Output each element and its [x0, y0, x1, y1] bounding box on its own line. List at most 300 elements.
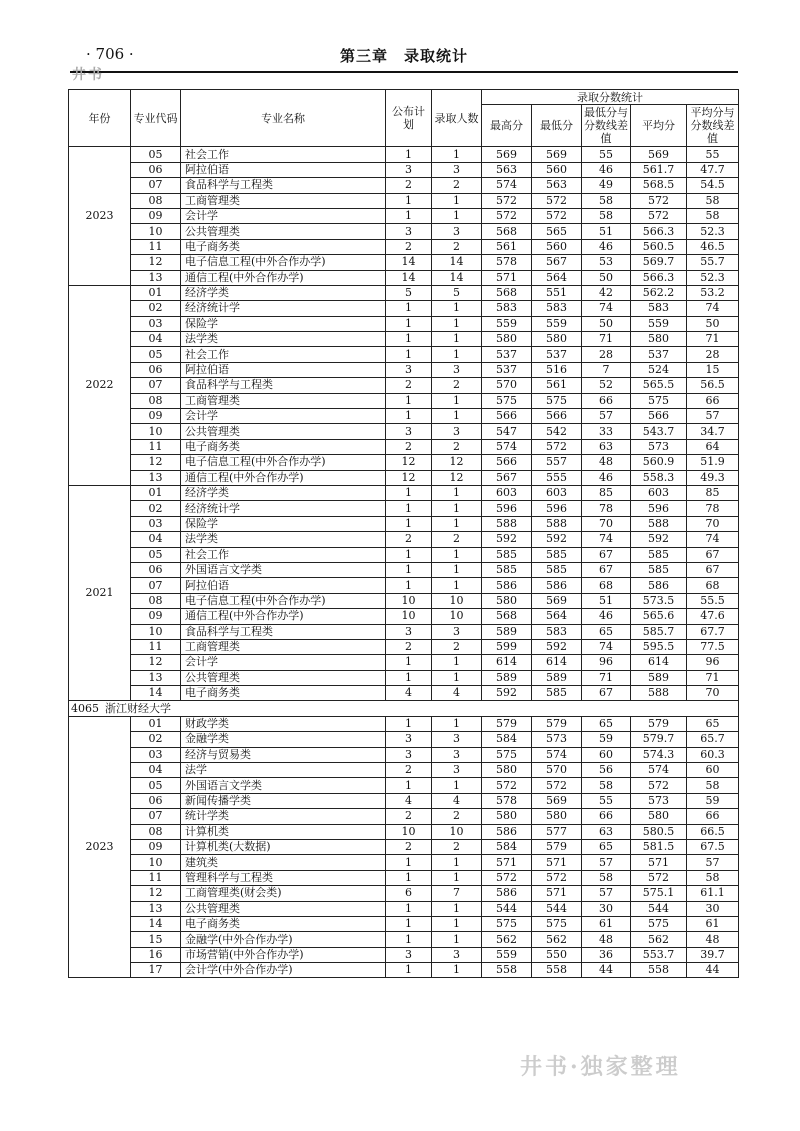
table-row — [69, 901, 739, 916]
table-row — [69, 655, 739, 670]
cell-min-diff: 63 — [582, 439, 631, 454]
cell-max: 592 — [482, 532, 532, 547]
cell-max: 592 — [482, 686, 532, 701]
cell-plan: 3 — [386, 224, 432, 239]
cell-avg-diff: 64 — [687, 439, 739, 454]
table-row — [69, 793, 739, 808]
cell-min-diff: 68 — [582, 578, 631, 593]
cell-code: 02 — [131, 301, 181, 316]
table-row — [69, 932, 739, 947]
cell-min-diff: 60 — [582, 747, 631, 762]
cell-code: 07 — [131, 578, 181, 593]
cell-avg: 524 — [631, 362, 687, 377]
cell-max: 566 — [482, 455, 532, 470]
table-row — [69, 270, 739, 285]
cell-admitted: 3 — [432, 947, 482, 962]
cell-max: 574 — [482, 178, 532, 193]
table-body — [69, 147, 739, 978]
cell-plan: 2 — [386, 178, 432, 193]
cell-min-diff: 63 — [582, 824, 631, 839]
cell-min-diff: 66 — [582, 809, 631, 824]
cell-plan: 1 — [386, 409, 432, 424]
cell-max: 599 — [482, 639, 532, 654]
cell-name: 管理科学与工程类 — [181, 870, 386, 885]
cell-avg-diff: 48 — [687, 932, 739, 947]
cell-code: 13 — [131, 670, 181, 685]
page-header — [70, 43, 738, 71]
cell-code: 09 — [131, 609, 181, 624]
cell-min-diff: 46 — [582, 162, 631, 177]
cell-avg-diff: 65 — [687, 716, 739, 731]
cell-avg-diff: 44 — [687, 963, 739, 978]
cell-admitted: 1 — [432, 501, 482, 516]
table-row — [69, 316, 739, 331]
cell-min: 571 — [532, 855, 582, 870]
cell-max: 575 — [482, 393, 532, 408]
cell-name: 会计学 — [181, 409, 386, 424]
cell-min: 565 — [532, 224, 582, 239]
cell-max: 589 — [482, 624, 532, 639]
table-row — [69, 547, 739, 562]
table-row — [69, 593, 739, 608]
cell-avg-diff: 85 — [687, 485, 739, 500]
cell-min: 572 — [532, 870, 582, 885]
cell-avg-diff: 49.3 — [687, 470, 739, 485]
cell-min-diff: 48 — [582, 455, 631, 470]
table-row — [69, 947, 739, 962]
cell-admitted: 1 — [432, 963, 482, 978]
cell-max: 571 — [482, 270, 532, 285]
cell-max: 575 — [482, 747, 532, 762]
cell-avg: 595.5 — [631, 639, 687, 654]
cell-avg: 566 — [631, 409, 687, 424]
cell-min-diff: 46 — [582, 239, 631, 254]
cell-avg-diff: 55.5 — [687, 593, 739, 608]
cell-code: 04 — [131, 532, 181, 547]
cell-min: 589 — [532, 670, 582, 685]
cell-avg-diff: 59 — [687, 793, 739, 808]
table-row — [69, 747, 739, 762]
cell-code: 03 — [131, 516, 181, 531]
col-min: 最低分 — [532, 105, 582, 147]
cell-min: 569 — [532, 793, 582, 808]
table-row — [69, 732, 739, 747]
cell-name: 经济统计学 — [181, 301, 386, 316]
cell-max: 547 — [482, 424, 532, 439]
cell-plan: 1 — [386, 193, 432, 208]
cell-avg-diff: 50 — [687, 316, 739, 331]
cell-admitted: 4 — [432, 686, 482, 701]
cell-avg: 568.5 — [631, 178, 687, 193]
cell-avg: 592 — [631, 532, 687, 547]
admission-table — [68, 89, 739, 978]
cell-code: 05 — [131, 347, 181, 362]
cell-code: 09 — [131, 409, 181, 424]
cell-avg-diff: 60 — [687, 763, 739, 778]
cell-plan: 4 — [386, 793, 432, 808]
cell-admitted: 2 — [432, 809, 482, 824]
cell-plan: 4 — [386, 686, 432, 701]
cell-admitted: 3 — [432, 424, 482, 439]
table-row — [69, 609, 739, 624]
cell-avg: 585 — [631, 547, 687, 562]
cell-plan: 1 — [386, 501, 432, 516]
section-university: 浙江财经大学 — [105, 701, 171, 715]
cell-name: 计算机类(大数据) — [181, 839, 386, 854]
cell-code: 08 — [131, 824, 181, 839]
cell-min-diff: 96 — [582, 655, 631, 670]
cell-plan: 3 — [386, 424, 432, 439]
cell-admitted: 1 — [432, 147, 482, 162]
cell-code: 12 — [131, 655, 181, 670]
cell-code: 13 — [131, 270, 181, 285]
table-row — [69, 178, 739, 193]
cell-max: 585 — [482, 547, 532, 562]
cell-min: 579 — [532, 839, 582, 854]
cell-min: 575 — [532, 393, 582, 408]
cell-code: 06 — [131, 162, 181, 177]
cell-min-diff: 51 — [582, 224, 631, 239]
cell-admitted: 2 — [432, 378, 482, 393]
cell-min-diff: 78 — [582, 501, 631, 516]
cell-admitted: 1 — [432, 870, 482, 885]
cell-min-diff: 55 — [582, 793, 631, 808]
cell-avg-diff: 66 — [687, 809, 739, 824]
cell-min-diff: 46 — [582, 470, 631, 485]
cell-min: 551 — [532, 285, 582, 300]
cell-name: 食品科学与工程类 — [181, 378, 386, 393]
cell-admitted: 1 — [432, 485, 482, 500]
col-code: 专业代码 — [131, 90, 181, 147]
cell-min-diff: 71 — [582, 670, 631, 685]
table-row — [69, 763, 739, 778]
cell-avg-diff: 28 — [687, 347, 739, 362]
cell-avg-diff: 55.7 — [687, 255, 739, 270]
cell-min: 567 — [532, 255, 582, 270]
cell-min-diff: 74 — [582, 639, 631, 654]
cell-plan: 1 — [386, 963, 432, 978]
cell-min: 560 — [532, 162, 582, 177]
cell-min: 560 — [532, 239, 582, 254]
cell-avg: 579 — [631, 716, 687, 731]
cell-avg-diff: 67.7 — [687, 624, 739, 639]
cell-plan: 2 — [386, 839, 432, 854]
cell-min-diff: 42 — [582, 285, 631, 300]
cell-max: 579 — [482, 716, 532, 731]
cell-admitted: 1 — [432, 670, 482, 685]
cell-name: 工商管理类 — [181, 193, 386, 208]
cell-code: 13 — [131, 470, 181, 485]
cell-min-diff: 66 — [582, 393, 631, 408]
cell-code: 14 — [131, 686, 181, 701]
cell-plan: 1 — [386, 347, 432, 362]
cell-plan: 1 — [386, 547, 432, 562]
cell-admitted: 3 — [432, 747, 482, 762]
cell-avg-diff: 77.5 — [687, 639, 739, 654]
cell-min-diff: 74 — [582, 532, 631, 547]
cell-min: 586 — [532, 578, 582, 593]
cell-min-diff: 67 — [582, 562, 631, 577]
cell-code: 12 — [131, 886, 181, 901]
cell-max: 574 — [482, 439, 532, 454]
cell-avg: 571 — [631, 855, 687, 870]
cell-min-diff: 67 — [582, 547, 631, 562]
cell-code: 01 — [131, 485, 181, 500]
cell-plan: 3 — [386, 624, 432, 639]
cell-max: 580 — [482, 332, 532, 347]
cell-min: 561 — [532, 378, 582, 393]
cell-avg-diff: 61 — [687, 916, 739, 931]
cell-avg-diff: 71 — [687, 332, 739, 347]
cell-code: 16 — [131, 947, 181, 962]
cell-admitted: 1 — [432, 193, 482, 208]
col-plan: 公布计划 — [386, 90, 432, 147]
cell-avg: 575 — [631, 393, 687, 408]
cell-avg: 565.6 — [631, 609, 687, 624]
cell-name: 阿拉伯语 — [181, 162, 386, 177]
table-row — [69, 670, 739, 685]
cell-min: 562 — [532, 932, 582, 947]
cell-admitted: 1 — [432, 393, 482, 408]
cell-min: 573 — [532, 732, 582, 747]
table-row — [69, 485, 739, 500]
cell-plan: 1 — [386, 485, 432, 500]
cell-max: 588 — [482, 516, 532, 531]
cell-min-diff: 52 — [582, 378, 631, 393]
cell-max: 596 — [482, 501, 532, 516]
cell-code: 06 — [131, 562, 181, 577]
cell-name: 经济统计学 — [181, 501, 386, 516]
table-row — [69, 470, 739, 485]
cell-avg-diff: 56.5 — [687, 378, 739, 393]
cell-avg: 562 — [631, 932, 687, 947]
cell-code: 10 — [131, 424, 181, 439]
cell-min: 564 — [532, 609, 582, 624]
cell-min-diff: 36 — [582, 947, 631, 962]
cell-plan: 3 — [386, 362, 432, 377]
cell-max: 578 — [482, 255, 532, 270]
cell-admitted: 1 — [432, 655, 482, 670]
cell-admitted: 2 — [432, 439, 482, 454]
cell-avg-diff: 66 — [687, 393, 739, 408]
cell-plan: 2 — [386, 239, 432, 254]
cell-min-diff: 30 — [582, 901, 631, 916]
cell-code: 06 — [131, 362, 181, 377]
cell-name: 统计学类 — [181, 809, 386, 824]
cell-max: 584 — [482, 732, 532, 747]
cell-min: 542 — [532, 424, 582, 439]
cell-max: 567 — [482, 470, 532, 485]
cell-name: 通信工程(中外合作办学) — [181, 270, 386, 285]
page-number: · 706 · — [86, 45, 134, 63]
table-row — [69, 624, 739, 639]
cell-plan: 5 — [386, 285, 432, 300]
table-row — [69, 639, 739, 654]
cell-plan: 6 — [386, 886, 432, 901]
cell-min-diff: 65 — [582, 716, 631, 731]
cell-plan: 14 — [386, 270, 432, 285]
cell-avg-diff: 58 — [687, 778, 739, 793]
cell-min: 557 — [532, 455, 582, 470]
cell-name: 金融学类 — [181, 732, 386, 747]
cell-name: 保险学 — [181, 316, 386, 331]
cell-avg-diff: 15 — [687, 362, 739, 377]
cell-max: 544 — [482, 901, 532, 916]
cell-name: 电子商务类 — [181, 439, 386, 454]
cell-min-diff: 67 — [582, 686, 631, 701]
table-row — [69, 162, 739, 177]
cell-min: 580 — [532, 809, 582, 824]
col-min-diff: 最低分与分数线差值 — [582, 105, 631, 147]
cell-plan: 12 — [386, 470, 432, 485]
cell-code: 03 — [131, 747, 181, 762]
cell-code: 05 — [131, 778, 181, 793]
cell-name: 通信工程(中外合作办学) — [181, 609, 386, 624]
cell-min: 580 — [532, 332, 582, 347]
table-row — [69, 147, 739, 162]
cell-avg: 585.7 — [631, 624, 687, 639]
cell-code: 05 — [131, 547, 181, 562]
table-row — [69, 393, 739, 408]
cell-name: 会计学(中外合作办学) — [181, 963, 386, 978]
cell-min-diff: 44 — [582, 963, 631, 978]
cell-admitted: 1 — [432, 716, 482, 731]
cell-min-diff: 48 — [582, 932, 631, 947]
cell-plan: 1 — [386, 870, 432, 885]
cell-avg-diff: 60.3 — [687, 747, 739, 762]
cell-avg-diff: 67 — [687, 562, 739, 577]
cell-admitted: 10 — [432, 609, 482, 624]
cell-admitted: 14 — [432, 255, 482, 270]
cell-plan: 3 — [386, 947, 432, 962]
cell-plan: 14 — [386, 255, 432, 270]
cell-code: 09 — [131, 839, 181, 854]
cell-avg: 553.7 — [631, 947, 687, 962]
cell-avg-diff: 54.5 — [687, 178, 739, 193]
cell-name: 电子商务类 — [181, 239, 386, 254]
cell-min: 564 — [532, 270, 582, 285]
cell-plan: 1 — [386, 901, 432, 916]
cell-avg: 589 — [631, 670, 687, 685]
cell-admitted: 1 — [432, 578, 482, 593]
cell-max: 572 — [482, 778, 532, 793]
cell-avg-diff: 74 — [687, 301, 739, 316]
cell-min-diff: 56 — [582, 763, 631, 778]
cell-avg-diff: 58 — [687, 208, 739, 223]
cell-name: 阿拉伯语 — [181, 362, 386, 377]
cell-code: 17 — [131, 963, 181, 978]
cell-plan: 2 — [386, 639, 432, 654]
cell-name: 社会工作 — [181, 347, 386, 362]
cell-name: 市场营销(中外合作办学) — [181, 947, 386, 962]
cell-min-diff: 58 — [582, 870, 631, 885]
table-row — [69, 255, 739, 270]
cell-admitted: 1 — [432, 316, 482, 331]
table-row — [69, 239, 739, 254]
cell-plan: 1 — [386, 208, 432, 223]
cell-code: 02 — [131, 732, 181, 747]
cell-avg: 596 — [631, 501, 687, 516]
cell-avg: 581.5 — [631, 839, 687, 854]
table-row — [69, 362, 739, 377]
cell-admitted: 3 — [432, 224, 482, 239]
cell-year: 2023 — [69, 716, 131, 978]
cell-avg: 573 — [631, 439, 687, 454]
cell-avg-diff: 65.7 — [687, 732, 739, 747]
cell-min-diff: 70 — [582, 516, 631, 531]
cell-code: 12 — [131, 455, 181, 470]
cell-plan: 2 — [386, 532, 432, 547]
cell-name: 电子信息工程(中外合作办学) — [181, 593, 386, 608]
cell-avg: 573.5 — [631, 593, 687, 608]
cell-max: 563 — [482, 162, 532, 177]
col-year: 年份 — [69, 90, 131, 147]
table-row — [69, 285, 739, 300]
col-max: 最高分 — [482, 105, 532, 147]
table-row — [69, 963, 739, 978]
cell-admitted: 1 — [432, 332, 482, 347]
cell-max: 572 — [482, 193, 532, 208]
cell-avg-diff: 55 — [687, 147, 739, 162]
cell-plan: 1 — [386, 916, 432, 931]
cell-avg: 560.9 — [631, 455, 687, 470]
cell-admitted: 1 — [432, 562, 482, 577]
cell-admitted: 1 — [432, 516, 482, 531]
cell-max: 580 — [482, 809, 532, 824]
cell-name: 食品科学与工程类 — [181, 624, 386, 639]
cell-min: 574 — [532, 747, 582, 762]
cell-min: 572 — [532, 778, 582, 793]
cell-code: 13 — [131, 901, 181, 916]
cell-avg: 588 — [631, 686, 687, 701]
cell-code: 10 — [131, 224, 181, 239]
cell-min-diff: 58 — [582, 193, 631, 208]
publisher-stamp: 井书 — [72, 67, 104, 83]
col-name: 专业名称 — [181, 90, 386, 147]
cell-year: 2023 — [69, 147, 131, 286]
cell-code: 06 — [131, 793, 181, 808]
cell-admitted: 2 — [432, 839, 482, 854]
cell-plan: 10 — [386, 609, 432, 624]
cell-admitted: 2 — [432, 178, 482, 193]
cell-min: 537 — [532, 347, 582, 362]
cell-name: 电子商务类 — [181, 916, 386, 931]
cell-max: 568 — [482, 285, 532, 300]
cell-code: 01 — [131, 285, 181, 300]
cell-max: 571 — [482, 855, 532, 870]
cell-name: 经济与贸易类 — [181, 747, 386, 762]
cell-min-diff: 46 — [582, 609, 631, 624]
cell-min: 570 — [532, 763, 582, 778]
cell-admitted: 12 — [432, 455, 482, 470]
cell-name: 会计学 — [181, 208, 386, 223]
cell-avg: 560.5 — [631, 239, 687, 254]
cell-code: 03 — [131, 316, 181, 331]
cell-name: 社会工作 — [181, 547, 386, 562]
cell-avg-diff: 96 — [687, 655, 739, 670]
cell-avg: 580 — [631, 332, 687, 347]
cell-max: 583 — [482, 301, 532, 316]
cell-avg-diff: 34.7 — [687, 424, 739, 439]
table-row — [69, 532, 739, 547]
table-row — [69, 424, 739, 439]
cell-max: 568 — [482, 609, 532, 624]
cell-min: 569 — [532, 147, 582, 162]
cell-admitted: 1 — [432, 547, 482, 562]
cell-avg-diff: 67.5 — [687, 839, 739, 854]
table-row — [69, 516, 739, 531]
cell-avg: 579.7 — [631, 732, 687, 747]
